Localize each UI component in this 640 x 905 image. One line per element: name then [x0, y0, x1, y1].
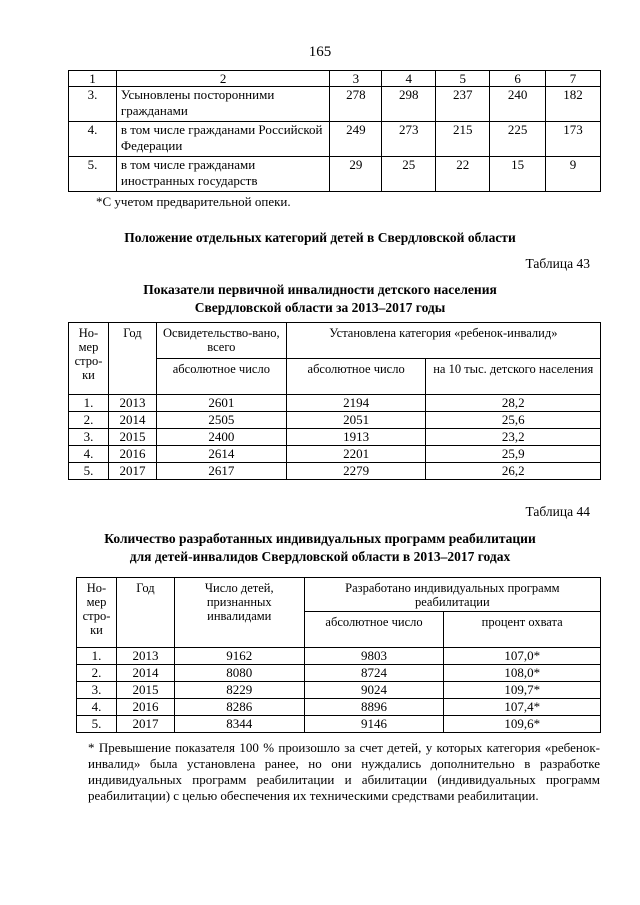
cell-value: 2617 [156, 463, 286, 480]
cell-value: 8344 [174, 716, 304, 733]
row-number: 3. [69, 87, 117, 122]
cell-year: 2013 [116, 648, 174, 665]
cell-value: 28,2 [426, 395, 601, 412]
table-footnote: * Превышение показателя 100 % произошло за счет детей, у которых категория «ребенок-инвалид» была установлена ранее, но они нуждались дополнительно в разработке индивидуальных программ реабилитации и абилитации (индивидуальных программ реабилитации) с целью обеспечения их техническими средствами реабилитации. [88, 740, 600, 803]
col-header-row-number: Но-мер стро-ки [69, 323, 109, 395]
table-title: Количество разработанных индивидуальных программ реабилитации [104, 531, 536, 546]
table-row [77, 648, 601, 665]
cell-value: 107,4* [444, 699, 601, 716]
row-number: 4. [69, 446, 109, 463]
row-number: 5. [69, 463, 109, 480]
section-title: Положение отдельных категорий детей в Свердловской области [124, 230, 516, 245]
col-header-year: Год [116, 578, 174, 648]
cell-value: 109,6* [444, 716, 601, 733]
table-title: для детей-инвалидов Свердловской области в 2013–2017 годах [129, 549, 511, 564]
rehab-programs-table [76, 577, 601, 733]
cell-value: 2400 [156, 429, 286, 446]
adoption-table [68, 70, 601, 192]
cell-year: 2013 [108, 395, 156, 412]
cell-value: 2601 [156, 395, 286, 412]
cell-value: 173 [546, 122, 601, 157]
row-number: 4. [77, 699, 117, 716]
row-number: 3. [69, 429, 109, 446]
row-number: 2. [77, 665, 117, 682]
cell-value: 225 [490, 122, 546, 157]
table-footnote: *С учетом предварительной опеки. [96, 194, 291, 209]
cell-value: 2279 [286, 463, 426, 480]
cell-year: 2017 [116, 716, 174, 733]
row-label: Усыновлены посторонними гражданами [116, 87, 330, 122]
cell-value: 298 [382, 87, 436, 122]
table-row [77, 665, 601, 682]
cell-value: 240 [490, 87, 546, 122]
cell-year: 2017 [108, 463, 156, 480]
row-number: 1. [69, 395, 109, 412]
table-row [69, 87, 601, 122]
col-header: 3 [330, 71, 382, 87]
cell-value: 215 [436, 122, 490, 157]
page-number: 165 [308, 44, 332, 60]
col-header-year: Год [108, 323, 156, 395]
col-header: 2 [116, 71, 330, 87]
row-number: 5. [69, 157, 117, 192]
cell-value: 8229 [174, 682, 304, 699]
cell-value: 25,9 [426, 446, 601, 463]
cell-value: 2201 [286, 446, 426, 463]
cell-value: 25,6 [426, 412, 601, 429]
row-number: 1. [77, 648, 117, 665]
cell-value: 9803 [304, 648, 444, 665]
cell-value: 15 [490, 157, 546, 192]
cell-value: 8724 [304, 665, 444, 682]
col-header-row-number: Но-мер стро-ки [77, 578, 117, 648]
cell-value: 278 [330, 87, 382, 122]
table-title: Показатели первичной инвалидности детского населения [143, 282, 497, 297]
cell-value: 23,2 [426, 429, 601, 446]
cell-value: 9 [546, 157, 601, 192]
table-title: Свердловской области за 2013–2017 годы [194, 300, 446, 315]
table-row [69, 463, 601, 480]
col-header: 7 [546, 71, 601, 87]
row-number: 4. [69, 122, 117, 157]
table-header-row [69, 71, 601, 87]
table-row [69, 395, 601, 412]
cell-value: 9146 [304, 716, 444, 733]
cell-value: 2614 [156, 446, 286, 463]
table-row [69, 122, 601, 157]
cell-value: 2194 [286, 395, 426, 412]
row-number: 2. [69, 412, 109, 429]
table-number: Таблица 44 [525, 504, 590, 519]
disability-table [68, 322, 601, 480]
cell-year: 2015 [116, 682, 174, 699]
col-header-examined: Освидетельство-вано, всего [156, 323, 286, 359]
table-row [77, 699, 601, 716]
cell-value: 107,0* [444, 648, 601, 665]
cell-value: 2505 [156, 412, 286, 429]
row-label: в том числе гражданами иностранных государств [116, 157, 330, 192]
col-header-absolute: абсолютное число [304, 612, 444, 648]
col-header-absolute: абсолютное число [156, 359, 286, 395]
cell-value: 26,2 [426, 463, 601, 480]
table-row [69, 446, 601, 463]
cell-value: 237 [436, 87, 490, 122]
cell-value: 108,0* [444, 665, 601, 682]
cell-year: 2015 [108, 429, 156, 446]
row-label: в том числе гражданами Российской Федерации [116, 122, 330, 157]
col-header-developed: Разработано индивидуальных программ реабилитации [304, 578, 600, 612]
cell-value: 1913 [286, 429, 426, 446]
cell-year: 2014 [108, 412, 156, 429]
cell-value: 8080 [174, 665, 304, 682]
cell-year: 2016 [116, 699, 174, 716]
col-header-absolute: абсолютное число [286, 359, 426, 395]
col-header-per-10k: на 10 тыс. детского населения [426, 359, 601, 395]
table-row [69, 157, 601, 192]
col-header: 4 [382, 71, 436, 87]
cell-value: 182 [546, 87, 601, 122]
col-header-category: Установлена категория «ребенок-инвалид» [286, 323, 600, 359]
cell-value: 22 [436, 157, 490, 192]
cell-year: 2014 [116, 665, 174, 682]
table-row [69, 412, 601, 429]
col-header: 6 [490, 71, 546, 87]
table-number: Таблица 43 [525, 256, 590, 271]
cell-year: 2016 [108, 446, 156, 463]
table-row [77, 682, 601, 699]
row-number: 3. [77, 682, 117, 699]
cell-value: 9024 [304, 682, 444, 699]
table-row [69, 429, 601, 446]
col-header-percent: процент охвата [444, 612, 601, 648]
cell-value: 109,7* [444, 682, 601, 699]
cell-value: 29 [330, 157, 382, 192]
cell-value: 8286 [174, 699, 304, 716]
col-header: 5 [436, 71, 490, 87]
cell-value: 25 [382, 157, 436, 192]
cell-value: 273 [382, 122, 436, 157]
row-number: 5. [77, 716, 117, 733]
table-row [77, 716, 601, 733]
cell-value: 9162 [174, 648, 304, 665]
cell-value: 8896 [304, 699, 444, 716]
cell-value: 249 [330, 122, 382, 157]
cell-value: 2051 [286, 412, 426, 429]
col-header-children: Число детей, признанных инвалидами [174, 578, 304, 648]
col-header: 1 [69, 71, 117, 87]
